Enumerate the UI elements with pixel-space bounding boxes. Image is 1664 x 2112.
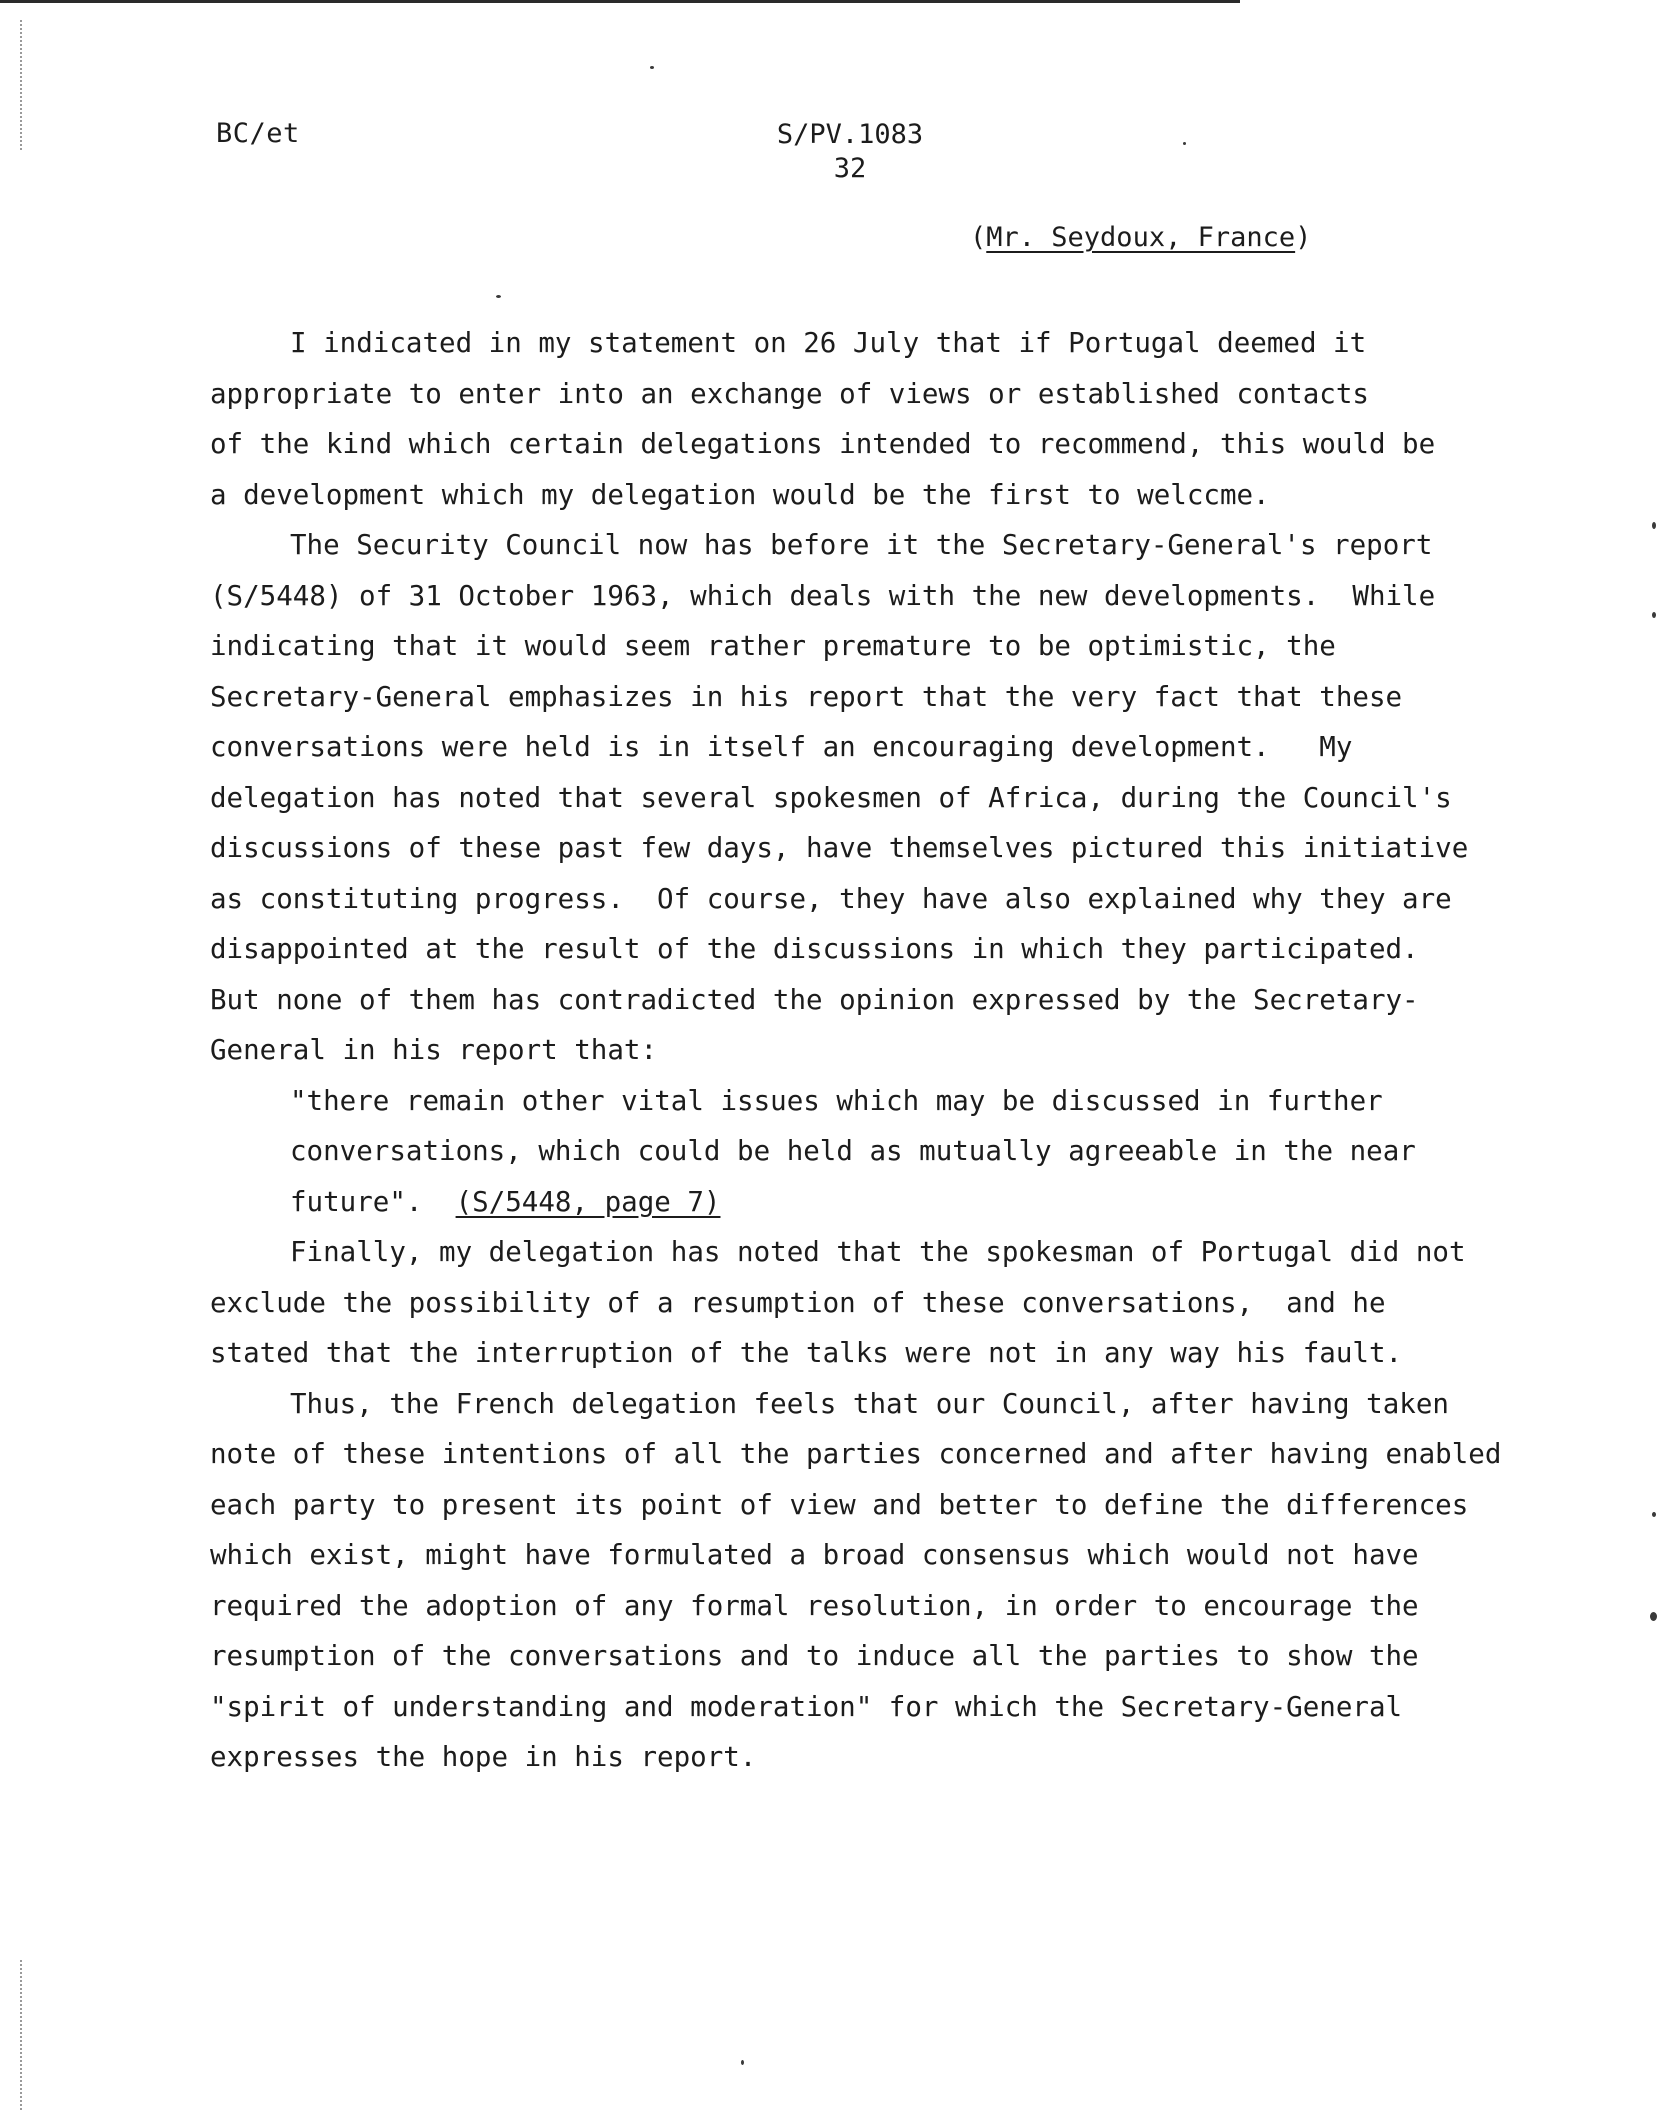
quote-line: "there remain other vital issues which may be discussed in further [290, 1084, 1383, 1117]
text-line: of the kind which certain delegations intended to recommend, this would be [210, 428, 1436, 460]
text-line: expresses the hope in his report. [210, 1741, 757, 1773]
text-line: exclude the possibility of a resumption of these conversations, and he [210, 1286, 1386, 1319]
text-line: appropriate to enter into an exchange of views or established contacts [210, 377, 1369, 410]
text-line: discussions of these past few days, have themselves pictured this initiative [210, 832, 1469, 864]
page-number: 32 [833, 153, 867, 184]
speaker-name: Mr. Seydoux, France [986, 222, 1296, 253]
speaker-open-paren: ( [970, 222, 987, 253]
text-line: The Security Council now has before it the Secretary-General's report [290, 529, 1433, 561]
text-line: Secretary-General emphasizes in his report that the very fact that these [210, 680, 1403, 713]
text-line: But none of them has contradicted the opinion expressed by the Secretary- [210, 983, 1419, 1016]
scan-speck [1652, 522, 1656, 529]
scan-speck [496, 295, 501, 298]
text-line: a development which my delegation would be the first to welccme. [210, 478, 1270, 511]
statement-body [210, 318, 1500, 1783]
scan-speck [650, 66, 654, 69]
text-line: which exist, might have formulated a broad consensus which would not have [210, 1539, 1419, 1571]
document-header [770, 118, 930, 186]
quotation [210, 1076, 1500, 1228]
text-line: disappointed at the result of the discussions in which they participated. [210, 933, 1419, 965]
typist-code: BC/et [216, 118, 300, 149]
paragraph-2 [210, 520, 1500, 1076]
text-line: Finally, my delegation has noted that the spokesman of Portugal did not [290, 1236, 1466, 1268]
text-line: delegation has noted that several spokesmen of Africa, during the Council's [210, 781, 1452, 814]
paragraph-3 [210, 1227, 1500, 1379]
document-symbol: S/PV.1083 [776, 119, 924, 150]
quote-line: conversations, which could be held as mutually agreeable in the near [290, 1135, 1416, 1167]
text-line: indicating that it would seem rather premature to be optimistic, the [210, 630, 1336, 662]
scan-margin-marks [20, 20, 24, 150]
scan-speck [1650, 1612, 1657, 1621]
quote-reference: (S/5448, page 7) [455, 1185, 721, 1218]
text-line: as constituting progress. Of course, they have also explained why they are [210, 882, 1452, 915]
quote-end-text: future". [290, 1185, 423, 1218]
text-line: I indicated in my statement on 26 July that if Portugal deemed it [290, 327, 1367, 359]
quote-line-last [210, 1177, 1500, 1228]
scan-speck [1652, 1512, 1656, 1517]
scan-speck [1652, 612, 1656, 618]
top-edge-rule [0, 0, 1240, 3]
scan-speck [741, 2060, 744, 2065]
text-line: stated that the interruption of the talks were not in any way his fault. [210, 1337, 1403, 1369]
text-line: required the adoption of any formal resolution, in order to encourage the [210, 1589, 1419, 1622]
text-line: Thus, the French delegation feels that our Council, after having taken [290, 1387, 1449, 1420]
speaker-close-paren: ) [1295, 222, 1312, 253]
text-line: resumption of the conversations and to induce all the parties to show the [210, 1640, 1419, 1672]
paragraph-4 [210, 1379, 1500, 1783]
text-line: each party to present its point of view and better to define the differences [210, 1488, 1469, 1521]
paragraph-1 [210, 318, 1500, 520]
speaker-attribution [970, 222, 1311, 253]
scan-speck [1183, 142, 1186, 145]
text-line: (S/5448) of 31 October 1963, which deals with the new developments. While [210, 579, 1436, 612]
text-line: conversations were held is in itself an encouraging development. My [210, 731, 1353, 763]
text-line: General in his report that: [210, 1034, 658, 1066]
text-line: "spirit of understanding and moderation" for which the Secretary-General [210, 1690, 1403, 1723]
text-line: note of these intentions of all the parties concerned and after having enabled [210, 1438, 1502, 1470]
scan-margin-marks-bottom [20, 1960, 24, 2110]
